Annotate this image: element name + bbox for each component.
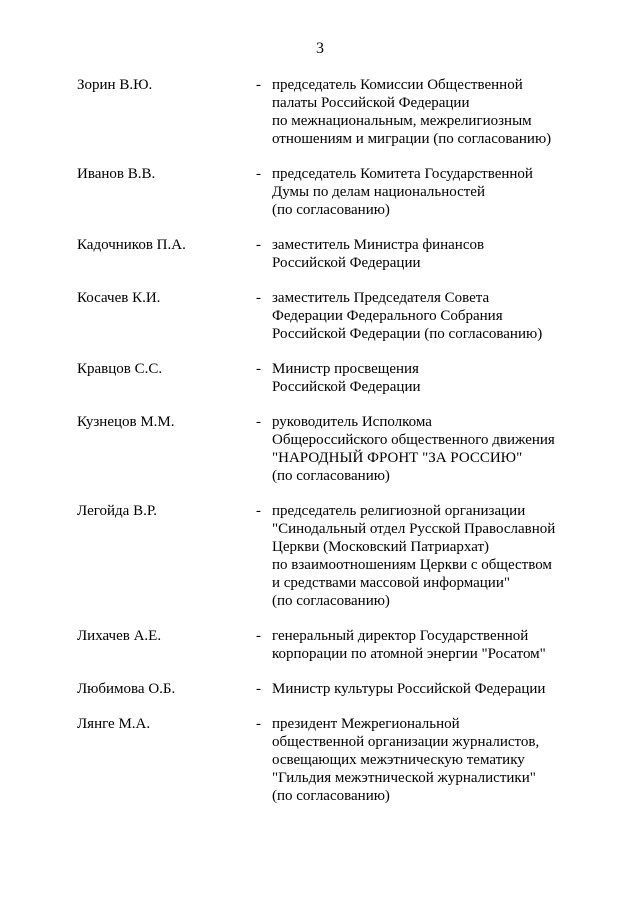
position-line: Церкви (Московский Патриархат) <box>272 539 490 555</box>
member-entry <box>0 360 640 396</box>
position-line: Российской Федерации (по согласованию) <box>272 326 543 342</box>
dash-separator: - <box>256 290 261 306</box>
position-line: заместитель Председателя Совета <box>272 290 490 306</box>
member-entry <box>0 680 640 698</box>
member-entry <box>0 289 640 343</box>
position-line: президент Межрегиональной <box>272 716 460 732</box>
position-line: по взаимоотношениям Церкви с обществом <box>272 557 552 573</box>
member-position <box>272 76 622 148</box>
members-list <box>0 76 640 822</box>
member-position <box>272 165 622 219</box>
dash-separator: - <box>256 361 261 377</box>
member-position <box>272 715 622 805</box>
member-entry <box>0 627 640 663</box>
position-line: Министр культуры Российской Федерации <box>272 681 546 697</box>
member-entry <box>0 413 640 485</box>
position-line: отношениям и миграции (по согласованию) <box>272 131 552 147</box>
member-name: Иванов В.В. <box>77 166 156 182</box>
dash-separator: - <box>256 716 261 732</box>
member-entry <box>0 715 640 805</box>
member-position <box>272 289 622 343</box>
position-line: председатель религиозной организации <box>272 503 526 519</box>
member-name: Любимова О.Б. <box>77 681 176 697</box>
member-entry <box>0 165 640 219</box>
member-name: Кузнецов М.М. <box>77 414 175 430</box>
position-line: Министр просвещения <box>272 361 419 377</box>
position-line: (по согласованию) <box>272 788 390 804</box>
position-line: корпорации по атомной энергии "Росатом" <box>272 646 546 662</box>
position-line: освещающих межэтническую тематику <box>272 752 525 768</box>
position-line: и средствами массовой информации" <box>272 575 510 591</box>
position-line: "Гильдия межэтнической журналистики" <box>272 770 536 786</box>
dash-separator: - <box>256 237 261 253</box>
dash-separator: - <box>256 503 261 519</box>
member-name: Лянге М.А. <box>77 716 151 732</box>
member-name: Лихачев А.Е. <box>77 628 162 644</box>
position-line: (по согласованию) <box>272 202 390 218</box>
member-position <box>272 413 622 485</box>
dash-separator: - <box>256 166 261 182</box>
member-position <box>272 502 622 610</box>
member-position <box>272 627 622 663</box>
page-number: 3 <box>316 40 324 57</box>
position-line: Федерации Федерального Собрания <box>272 308 503 324</box>
position-line: "НАРОДНЫЙ ФРОНТ "ЗА РОССИЮ" <box>272 450 523 466</box>
position-line: (по согласованию) <box>272 468 390 484</box>
position-line: руководитель Исполкома <box>272 414 432 430</box>
member-name: Кадочников П.А. <box>77 237 186 253</box>
position-line: председатель Комитета Государственной <box>272 166 533 182</box>
member-entry <box>0 76 640 148</box>
member-entry <box>0 236 640 272</box>
position-line: Думы по делам национальностей <box>272 184 485 200</box>
position-line: председатель Комиссии Общественной <box>272 77 523 93</box>
member-entry <box>0 502 640 610</box>
position-line: общественной организации журналистов, <box>272 734 540 750</box>
position-line: (по согласованию) <box>272 593 390 609</box>
member-name: Легойда В.Р. <box>77 503 158 519</box>
dash-separator: - <box>256 628 261 644</box>
member-name: Кравцов С.С. <box>77 361 163 377</box>
member-position <box>272 360 622 396</box>
position-line: по межнациональным, межрелигиозным <box>272 113 532 129</box>
position-line: заместитель Министра финансов <box>272 237 485 253</box>
position-line: палаты Российской Федерации <box>272 95 470 111</box>
position-line: Российской Федерации <box>272 255 421 271</box>
position-line: генеральный директор Государственной <box>272 628 529 644</box>
member-name: Косачев К.И. <box>77 290 161 306</box>
member-position <box>272 680 622 698</box>
dash-separator: - <box>256 77 261 93</box>
dash-separator: - <box>256 414 261 430</box>
dash-separator: - <box>256 681 261 697</box>
member-name: Зорин В.Ю. <box>77 77 153 93</box>
member-position <box>272 236 622 272</box>
position-line: Российской Федерации <box>272 379 421 395</box>
position-line: "Синодальный отдел Русской Православной <box>272 521 556 537</box>
position-line: Общероссийского общественного движения <box>272 432 555 448</box>
